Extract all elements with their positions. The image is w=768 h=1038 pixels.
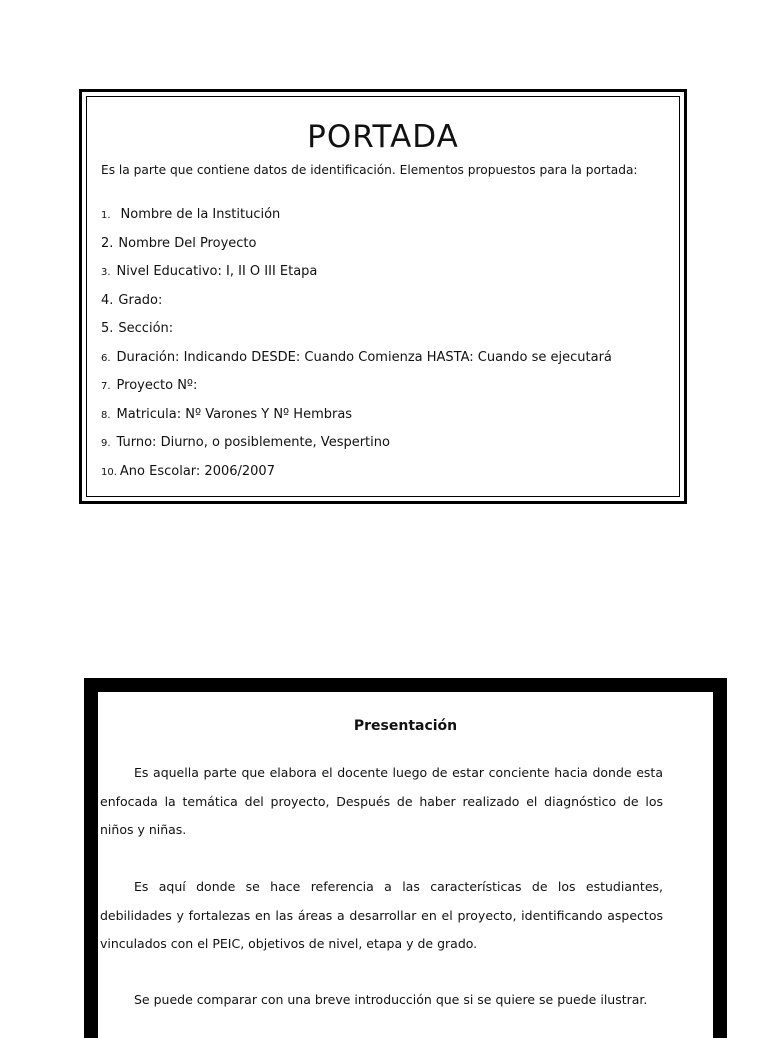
presentacion-inner <box>98 692 713 1038</box>
list-item-text: Nombre de la Institución <box>120 207 281 222</box>
list-item <box>101 378 612 407</box>
list-item-number: 8. <box>101 409 111 421</box>
list-item-number: 3. <box>101 267 111 278</box>
list-item-text: Matricula: Nº Varones Y Nº Hembras <box>116 406 353 422</box>
list-item-number: 10. <box>101 466 117 478</box>
portada-intro: Es la parte que contiene datos de identificación. Elementos propuestos para la portada: <box>101 163 638 177</box>
list-item-text: Sección: <box>118 321 174 336</box>
list-item <box>101 293 612 322</box>
paragraph-text: Es aquí donde se hace referencia a las características de los estudiantes, debilidades y fortalezas en las áreas a desarrollar en el proyecto, identificando aspectos vinculados con el PEIC, objetivos de nivel, etapa y de grado. <box>100 879 663 951</box>
list-item-number: 6. <box>101 352 111 364</box>
list-item-number: 1. <box>101 210 111 221</box>
list-item-number: 4. <box>101 292 114 308</box>
portada-inner-frame <box>86 96 680 497</box>
list-item <box>101 321 612 350</box>
list-item <box>101 350 612 379</box>
list-item <box>101 435 612 464</box>
list-item-number: 5. <box>101 321 114 336</box>
list-item <box>101 407 612 436</box>
list-item-number: 2. <box>101 235 114 251</box>
paragraph-text: Es aquella parte que elabora el docente luego de estar conciente hacia donde esta enfocada la temática del proyecto, Después de haber realizado el diagnóstico de los niños y niñas. <box>100 765 663 837</box>
presentacion-title: Presentación <box>353 718 458 734</box>
list-item <box>101 207 612 236</box>
paragraph-text: Se puede comparar con una breve introducción que si se quiere se puede ilustrar. <box>134 992 648 1007</box>
presentacion-paragraph <box>100 759 663 845</box>
presentacion-paragraph <box>100 873 663 959</box>
list-item <box>101 464 612 493</box>
list-item-text: Duración: Indicando DESDE: Cuando Comienza HASTA: Cuando se ejecutará <box>116 349 612 365</box>
list-item <box>101 264 612 293</box>
portada-list <box>101 207 612 492</box>
list-item-text: Ano Escolar: 2006/2007 <box>119 463 275 479</box>
presentacion-box <box>84 678 727 1038</box>
list-item <box>101 236 612 265</box>
list-item-text: Nombre Del Proyecto <box>118 235 257 251</box>
presentacion-paragraph <box>100 986 663 1015</box>
list-item-number: 9. <box>101 438 111 449</box>
list-item-text: Nivel Educativo: I, II O III Etapa <box>116 264 318 279</box>
portada-title: PORTADA <box>307 119 459 155</box>
list-item-text: Grado: <box>118 292 163 308</box>
portada-box <box>79 89 687 504</box>
list-item-text: Proyecto Nº: <box>116 378 198 393</box>
list-item-text: Turno: Diurno, o posiblemente, Vespertino <box>116 435 390 450</box>
list-item-number: 7. <box>101 381 111 392</box>
